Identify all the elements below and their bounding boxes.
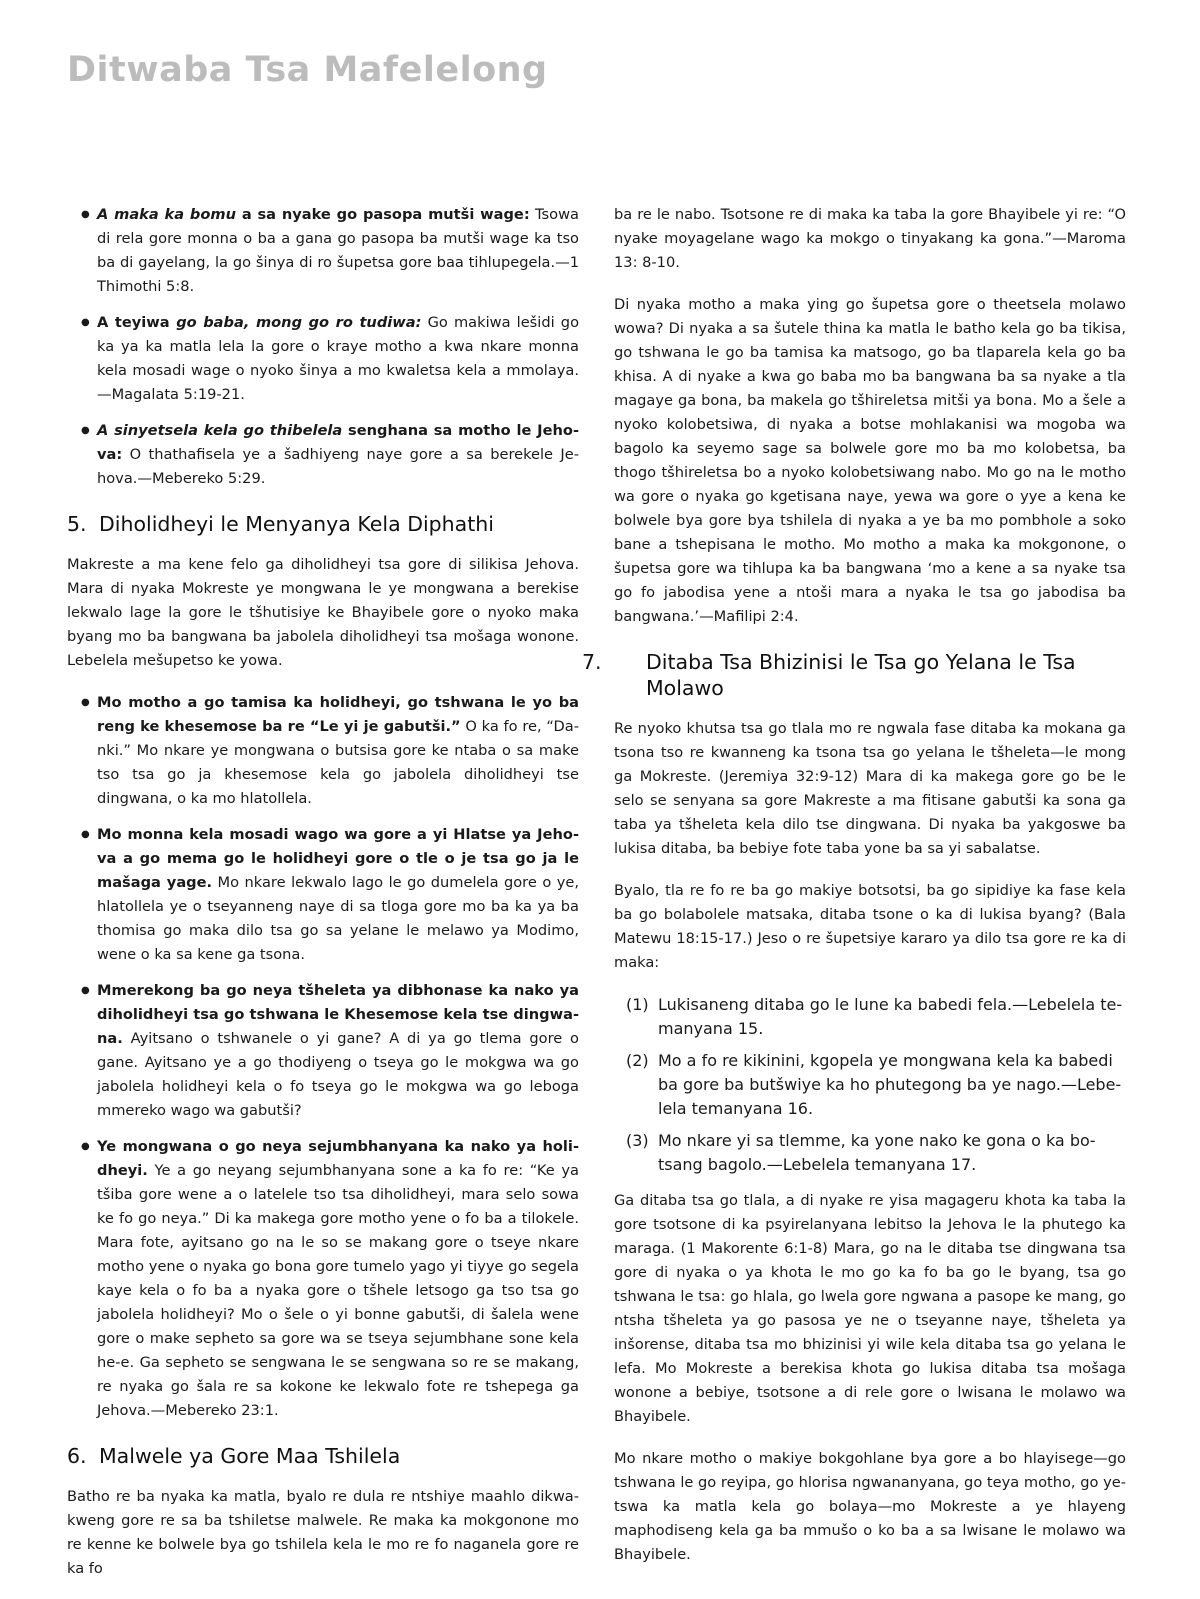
step-text: Lukisaneng ditaba go le lune ka babedi fela.—Lebelela temanyana 15. — [658, 995, 1123, 1038]
bullet-lead: Mo motho a go tamisa ka holidheyi, go tshwana le yo ba reng ke khesemose ba re “Le yi je gabutši.” — [97, 694, 579, 735]
bullet-text: Mo nkare lekwalo lago le go dumelela gore o ye, hlatollela ye o tseyanneng naye di sa tloga gore mo ba ka ya ba thomisa go maka dilo tsa go sa yelane le melawo ya Modimo, wene o ka sa kene ga tsona. — [97, 874, 579, 963]
numbered-list — [626, 993, 1126, 1177]
bullet-lead-em: A maka ka bomu — [97, 206, 236, 223]
bullet-lead: A teyiwa — [97, 314, 177, 331]
paragraph: Byalo, tla re fo re ba go makiye botsotsi, ba go sipidiye ka fase kela ba go bolabolele matsaka, ditaba tsone o ka di lukisa byang? (Bala Matewu 18:15-17.) Jeso o re šupetsiye kararo ya dilo tsa gore re ka di maka: — [614, 882, 1126, 971]
bullet-text: O thathafisela ye a šadhiyeng naye gore a sa berekele Jehova.—Mebereko 5:29. — [97, 446, 579, 487]
step-number: (3) — [626, 1131, 649, 1150]
section-number: 7. — [582, 650, 602, 674]
bullet-lead: Mmerekong ba go neya tšheleta ya dibhonase ka nako ya diholidheyi tsa go tshwana le Khesemose kela tse dingwana. — [97, 982, 579, 1047]
bullet-lead: a sa nyake go pasopa mutši wage: — [236, 206, 530, 223]
list-item — [67, 691, 579, 811]
list-item — [67, 1135, 579, 1423]
bullet-text: Go makiwa lešidi go ka ya ka matla lela la gore o kraye motho a kwa nkare monna kela mosadi wage o nyoko šinya a mo kwaletsa kela a mmolaya.—Magalata 5:19-21. — [97, 314, 579, 403]
section-heading-5 — [67, 511, 579, 537]
list-item — [626, 993, 1126, 1041]
section-heading-6 — [67, 1443, 579, 1469]
paragraph: Mo nkare motho o makiye bokgohlane bya gore a bo hlayisege—go tshwana le go reyipa, go hlorisa ngwananyana, go teya motho, go yetswa ka matla kela go bolaya—mo Mokreste a ye hlayeng maphodiseng kela ga ba mmušo o ko ba a sa lwisane le molawo wa Bhayibele. — [614, 1450, 1126, 1563]
list-item — [626, 1049, 1126, 1121]
bullet-text: Ayitsano o tshwanele o yi gane? A di ya go tlema gore o gane. Ayitsano ye a go thodiyeng o tseya go le mokgwa wa go jabolela holidheyi kela o fo tseya go le mokgwa wa go leboga mmereko wago wa gabutši? — [97, 1030, 579, 1119]
list-item — [67, 311, 579, 407]
bullet-text: O ka fo re, “Danki.” Mo nkare ye mongwana o butsisa gore ke ntaba o sa make tso tsa go ja khesemose kela go jabolela diholidheyi tse dingwana, o ka mo hlatollela. — [97, 718, 579, 807]
bullet-list-top — [67, 203, 579, 491]
section-number: 6. — [67, 1444, 87, 1468]
list-item — [67, 823, 579, 967]
bullet-lead-em: go baba, mong go ro tudiwa: — [176, 314, 422, 331]
list-item — [67, 419, 579, 491]
paragraph: Di nyaka motho a maka ying go šupetsa gore o theetsela molawo wowa? Di nyaka a sa šutele thina ka matla le batho kela go ba tikisa, go tshwana le go ba tamisa ka matsogo, go ba tlaparela kela go ba khisa. A di nyake a kwa go baba mo ba bangwana ba sa nyake a tla magaye ga bona, ba makela go tšhireletsa mitši ya bona. Mo a šele a nyoko kolobetsiwa, di nyaka a botse mohlakanisi wa mogoba wa bagolo ka seyemo sage sa bolwele gore mo ba mo kolobetsa, ba thogo tšhireletsa bo a nyoko kolobetsiwang nabo. Mo go na le motho wa gore o nyaka go kgetisana naye, yewa wa gore o yye a kena ke bolwele bya gore bya tshilela di nyaka a ye ba mo pombhole a soko bane a tshepisana le motho. Mo motho a maka ka mokgonone, o šupetsa gore wa tihlupa ka ba bangwana ‘mo a kene a sa nyake tsa go fo jabodisa yene a ntoši mara a nyaka le tsa go jabodisa ba bangwana.’—Mafilipi 2:4. — [614, 296, 1126, 625]
bullet-lead: Ye mongwana o go neya sejumbhanyana ka nako ya holidheyi. — [97, 1138, 579, 1179]
paragraph: Ga ditaba tsa go tlala, a di nyake re yisa magageru khota ka taba la gore tsotsone di ka psyirelanyana lebitso la Jehova le la phutego ka maraga. (1 Makorente 6:1-8) Mara, go na le ditaba tse dingwana tsa gore di nyaka o ya khota le mo go ka fo ba go le byang, tsa go tshwana le tsa: go hlala, go lwela gore ngwana a pasope ke mang, go ntsha tšheleta ya go pasosa ye ne o tseyanne naye, tšheleta ya inšorense, ditaba tsa mo bhizinisi yi wile kela ditaba tsa go yelana le lefa. Mo Mokreste a berekisa khota go lukisa ditaba tsa mošaga wonone a bebiye, tsotsone a di rele gore o lwisana le molawo wa Bhayibele. — [614, 1192, 1126, 1425]
right-column — [582, 203, 1126, 1585]
step-number: (1) — [626, 995, 649, 1014]
paragraph: Batho re ba nyaka ka matla, byalo re dula re ntshiye maahlo dikwakweng gore re sa ba tshiletse malwele. Re maka ka mokgonone mo re kenne ke bolwele bya go tshilela kela le mo re fo naganela gore re ka fo — [67, 1488, 579, 1577]
step-text: Mo a fo re kikinini, kgopela ye mongwana kela ka babedi ba gore ba butšwiye ka ho phutegong ba ye nago.—Lebelela temanyana 16. — [658, 1051, 1122, 1118]
bullet-lead-em: A sinyetsela kela go thibelela — [97, 422, 343, 439]
bullet-lead: senghana sa motho le Jehova: — [97, 422, 579, 463]
paragraph: Makreste a ma kene felo ga diholidheyi tsa gore di silikisa Jehova. Mara di nyaka Mokreste ye mongwana le ye mongwana a berekise lekwalo lage la gore le tšhutisiye ke Bhayibele gore o nyoko maka byang mo ba bangwana ba jabolela diholidheyi tsa mošaga wonone. Lebelela mešupetso ke yowa. — [67, 556, 579, 669]
section-number: 5. — [67, 512, 87, 536]
paragraph: ba re le nabo. Tsotsone re di maka ka taba la gore Bhayibele yi re: “O nyake moyagelane wago ka mokgo o tinyakang ka gona.”—Maroma 13: 8-10. — [614, 206, 1126, 271]
bullet-list-section5 — [67, 691, 579, 1423]
section-title: Diholidheyi le Menyanya Kela Diphathi — [99, 512, 494, 536]
section-heading-7 — [582, 649, 1126, 701]
bullet-text: Ye a go neyang sejumbhanyana sone a ka fo re: “Ke ya tšiba gore wene a o latelele tso tsa diholidheyi, mara selo sowa ke fo go neya.” Di ka makega gore motho yene o fo ba a tilokele. Mara fote, ayitsano go na le so se makang gore o tseye nkare motho yene o nyaka go bona gore tumelo yago yi tiyye go segela kaye kela o fo ba a nyaka gore o tšhele letsogo ga tso tsa go jabolela holidheyi? Mo o šele o yi bonne gabutši, di šalela wene gore o make sepheto sa gore wa se tseya sejumbhane sone kela he-e. Ga sepheto se sengwana le se sengwana so re se makang, re nyaka go šala re sa kokone ke lekwalo fote re tshepega ga Jehova.—Mebereko 23:1. — [97, 1162, 579, 1419]
paragraph: Re nyoko khutsa tsa go tlala mo re ngwala fase ditaba ka mokana ga tsona tso re kwanneng ka tsona tsa go yelana le tšheleta—le mong ga Mokreste. (Jeremiya 32:9-12) Mara di ka makega gore go be le selo se senyana sa gore Makreste a ma fitisane gabutši ka sona ga taba ya tšheleta kela dilo tse dingwana. Di nyaka ba yakgoswe ba lukisa ditaba, ba bebiye fote taba yone ba sa yi sabalatse. — [614, 720, 1126, 857]
section-title: Ditaba Tsa Bhizinisi le Tsa go Yelana le Tsa Molawo — [646, 650, 1076, 700]
left-column — [67, 203, 579, 1599]
list-item — [67, 979, 579, 1123]
page-title: Ditwaba Tsa Mafelelong — [67, 50, 548, 90]
section-title: Malwele ya Gore Maa Tshilela — [99, 1444, 401, 1468]
bullet-lead: Mo monna kela mosadi wago wa gore a yi Hlatse ya Jehova a go mema go le holidheyi gore o tle o je tsa go ja le mašaga yage. — [97, 826, 579, 891]
bullet-text: Tsowa di rela gore monna o ba a gana go pasopa ba mutši wage ka tso ba di gayelang, la go šinya di ro šupetsa gore baa tihlupegela.—1 Thimothi 5:8. — [97, 206, 579, 295]
step-number: (2) — [626, 1051, 649, 1070]
list-item — [67, 203, 579, 299]
step-text: Mo nkare yi sa tlemme, ka yone nako ke gona o ka botsang bagolo.—Lebelela temanyana 17. — [658, 1131, 1096, 1174]
list-item — [626, 1129, 1126, 1177]
